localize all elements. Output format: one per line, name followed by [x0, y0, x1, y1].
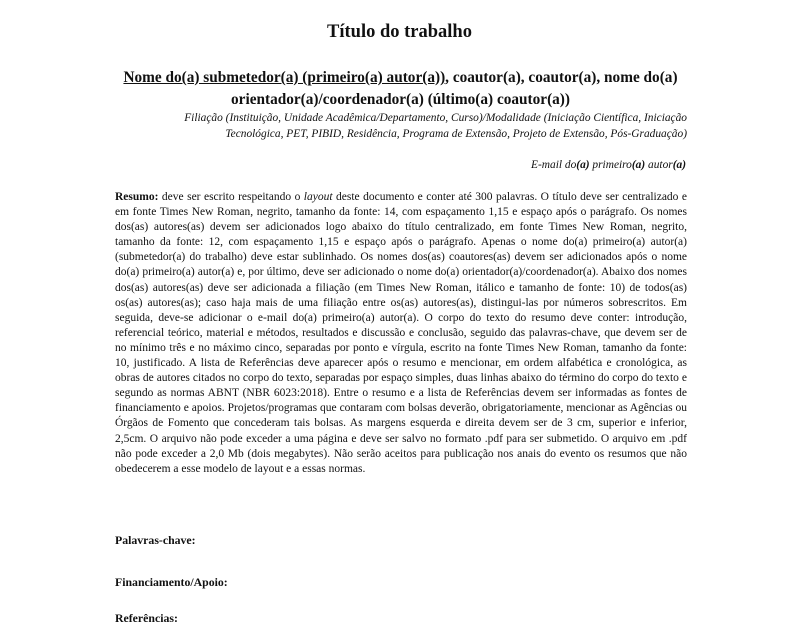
references-label: Referências: [115, 611, 178, 625]
abstract-text-1: deve ser escrito respeitando o [158, 191, 304, 203]
funding-label: Financiamento/Apoio: [115, 575, 228, 589]
coauthor-names: , coautor(a), coautor(a), nome do(a) orientador(a)/coordenador(a) (último(a) coautor(a)) [231, 69, 678, 108]
email-text-2: (a) [576, 159, 590, 171]
email-text-4: (a) [631, 159, 646, 171]
affiliation-text: Filiação (Instituição, Unidade Acadêmica/Departamento, Curso)/Modalidade (Iniciação Científica, Iniciação Tecnológica, PET, PIBID, Residência, Programa de Extensão, Projeto de Extensão, Pós-Graduação) [184, 112, 687, 140]
abstract-label: Resumo: [115, 191, 159, 203]
abstract-italic-word: layout [303, 191, 333, 203]
submitter-name: Nome do(a) submetedor(a) (primeiro(a) autor(a)) [123, 69, 446, 86]
author-email [400, 157, 686, 173]
email-text-5: autor [645, 159, 673, 171]
email-text-1: E-mail do [531, 159, 577, 171]
email-text-6: (a) [672, 159, 686, 171]
abstract-text-2: deste documento e conter até 300 palavras. O título deve ser centralizado e em fonte Times New Roman, negrito, tamanho da fonte: 14, com espaçamento 1,15 e espaço após o parágrafo. Os nomes dos(as) autores(as) devem ser adicionados logo abaixo do título centralizado, em fonte Times New Roman, negrito, tamanho da fonte: 12, com espaçamento 1,15 e espaço após o parágrafo. Apenas o nome do(a) primeiro(a) autor(a) (submetedor(a) do trabalho) deve estar sublinhado. Os nomes dos(as) coautores(as) devem ser adicionados após o nome do(a) primeiro(a) autor(a) e, por último, deve ser adicionado o nome do(a) orientador(a)/coordenador(a). Abaixo dos nomes dos(as) autores(as) deve ser adicionada a filiação (em Times New Roman, itálico e tamanho de fonte: 10) de todos(as) os(as) autores(as); caso haja mais de uma filiação entre os(as) autores(as), distingui-las por números sobrescritos. Em seguida, deve-se adicionar o e-mail do(a) primeiro(a) autor(a). O corpo do texto do resumo deve conter: introdução, referencial teórico, material e métodos, resultados e discussão e conclusão, seguido das palavras-chave, que devem ser de no mínimo três e no máximo cinco, separadas por ponto e vírgula, escrito na fonte Times New Roman, tamanho da fonte: 10, justificado. A lista de Referências deve aparecer após o resumo e mencionar, em ordem alfabética e cronológica, as obras de autores citados no corpo do texto, separadas por espaço simples, duas linhas abaixo do término do corpo do texto e segundo as normas ABNT (NBR 6023:2018). Entre o resumo e a lista de Referências devem ser informadas as fontes de financiamento e apoios. Projetos/programas que contaram com bolsas deverão, obrigatoriamente, mencionar as Agências ou Órgãos de Fomento que concederam tais bolsas. As margens esquerda e direita devem ser de 3 cm, superior e inferior, 2,5cm. O arquivo não pode exceder a uma página e deve ser salvo no formato .pdf para ser submetido. O arquivo em .pdf não pode exceder a 2,0 Mb (dois megabytes). Não serão aceitos para publicação nos anais do evento os resumos que não obedecerem a esse modelo de layout e a essas normas. [115, 191, 687, 475]
abstract-paragraph [115, 190, 687, 477]
author-list [118, 67, 683, 111]
email-text-3: primeiro [589, 159, 632, 171]
document-title: Título do trabalho [327, 22, 472, 42]
keywords-label: Palavras-chave: [115, 533, 196, 547]
